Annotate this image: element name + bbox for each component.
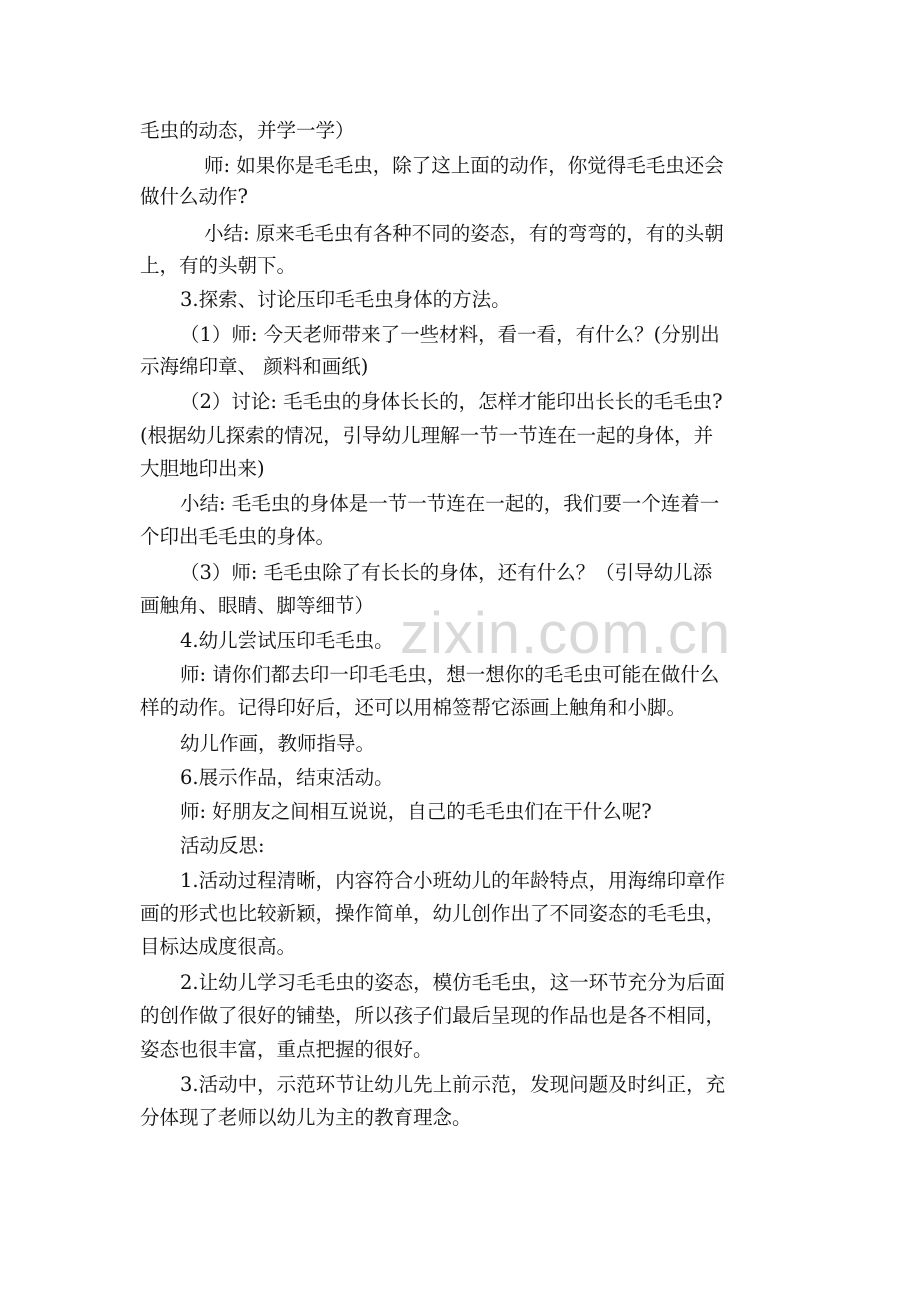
text-line: 3.活动中，示范环节让幼儿先上前示范，发现问题及时纠正，充 <box>180 1073 726 1096</box>
text-line: 师: 好朋友之间相互说说，自己的毛毛虫们在干什么呢? <box>180 800 652 823</box>
text-line: 大胆地印出来) <box>140 457 265 480</box>
text-line: （2）讨论: 毛毛虫的身体长长的，怎样才能印出长长的毛毛虫? <box>180 390 723 413</box>
text-line: 画的形式也比较新颖，操作简单，幼儿创作出了不同姿态的毛毛虫， <box>140 902 726 925</box>
text-line: 毛虫的动态，并学一学） <box>140 119 355 142</box>
text-line: （3）师: 毛毛虫除了有长长的身体，还有什么？（引导幼儿添 <box>180 561 713 584</box>
text-line: 示海绵印章、 颜料和画纸) <box>140 355 369 378</box>
text-line: 分体现了老师以幼儿为主的教育理念。 <box>140 1106 472 1129</box>
text-line: 目标达成度很高。 <box>140 935 297 958</box>
text-line: 活动反思: <box>180 834 265 857</box>
text-line: 2.让幼儿学习毛毛虫的姿态，模仿毛毛虫，这一环节充分为后面 <box>180 971 726 994</box>
text-line: 小结: 原来毛毛虫有各种不同的姿态，有的弯弯的，有的头朝 <box>204 222 724 245</box>
watermark: zixin.com.cn <box>400 601 732 666</box>
text-line: 幼儿作画，教师指导。 <box>180 732 376 755</box>
text-line: 个印出毛毛虫的身体。 <box>140 525 336 548</box>
text-line: 4.幼儿尝试压印毛毛虫。 <box>180 629 394 652</box>
text-line: 画触角、眼睛、脚等细节） <box>140 594 375 617</box>
text-line: (根据幼儿探索的情况，引导幼儿理解一节一节连在一起的身体，并 <box>140 424 714 447</box>
text-line: 1.活动过程清晰，内容符合小班幼儿的年龄特点，用海绵印章作 <box>180 869 726 892</box>
text-line: 3.探索、讨论压印毛毛虫身体的方法。 <box>180 288 511 311</box>
text-line: 姿态也很丰富，重点把握的很好。 <box>140 1038 433 1061</box>
text-line: （1）师: 今天老师带来了一些材料，看一看，有什么？(分别出 <box>180 323 720 346</box>
text-line: 上，有的头朝下。 <box>140 254 297 277</box>
text-line: 6.展示作品，结束活动。 <box>180 766 394 789</box>
text-line: 样的动作。记得印好后，还可以用棉签帮它添画上触角和小脚。 <box>140 696 687 719</box>
text-line: 小结: 毛毛虫的身体是一节一节连在一起的，我们要一个连着一 <box>180 492 720 515</box>
text-line: 做什么动作? <box>140 185 248 208</box>
text-line: 的创作做了很好的铺垫，所以孩子们最后呈现的作品也是各不相同， <box>140 1004 726 1027</box>
text-line: 师: 请你们都去印一印毛毛虫，想一想你的毛毛虫可能在做什么 <box>180 663 720 686</box>
text-line: 师: 如果你是毛毛虫，除了这上面的动作，你觉得毛毛虫还会 <box>204 154 724 177</box>
